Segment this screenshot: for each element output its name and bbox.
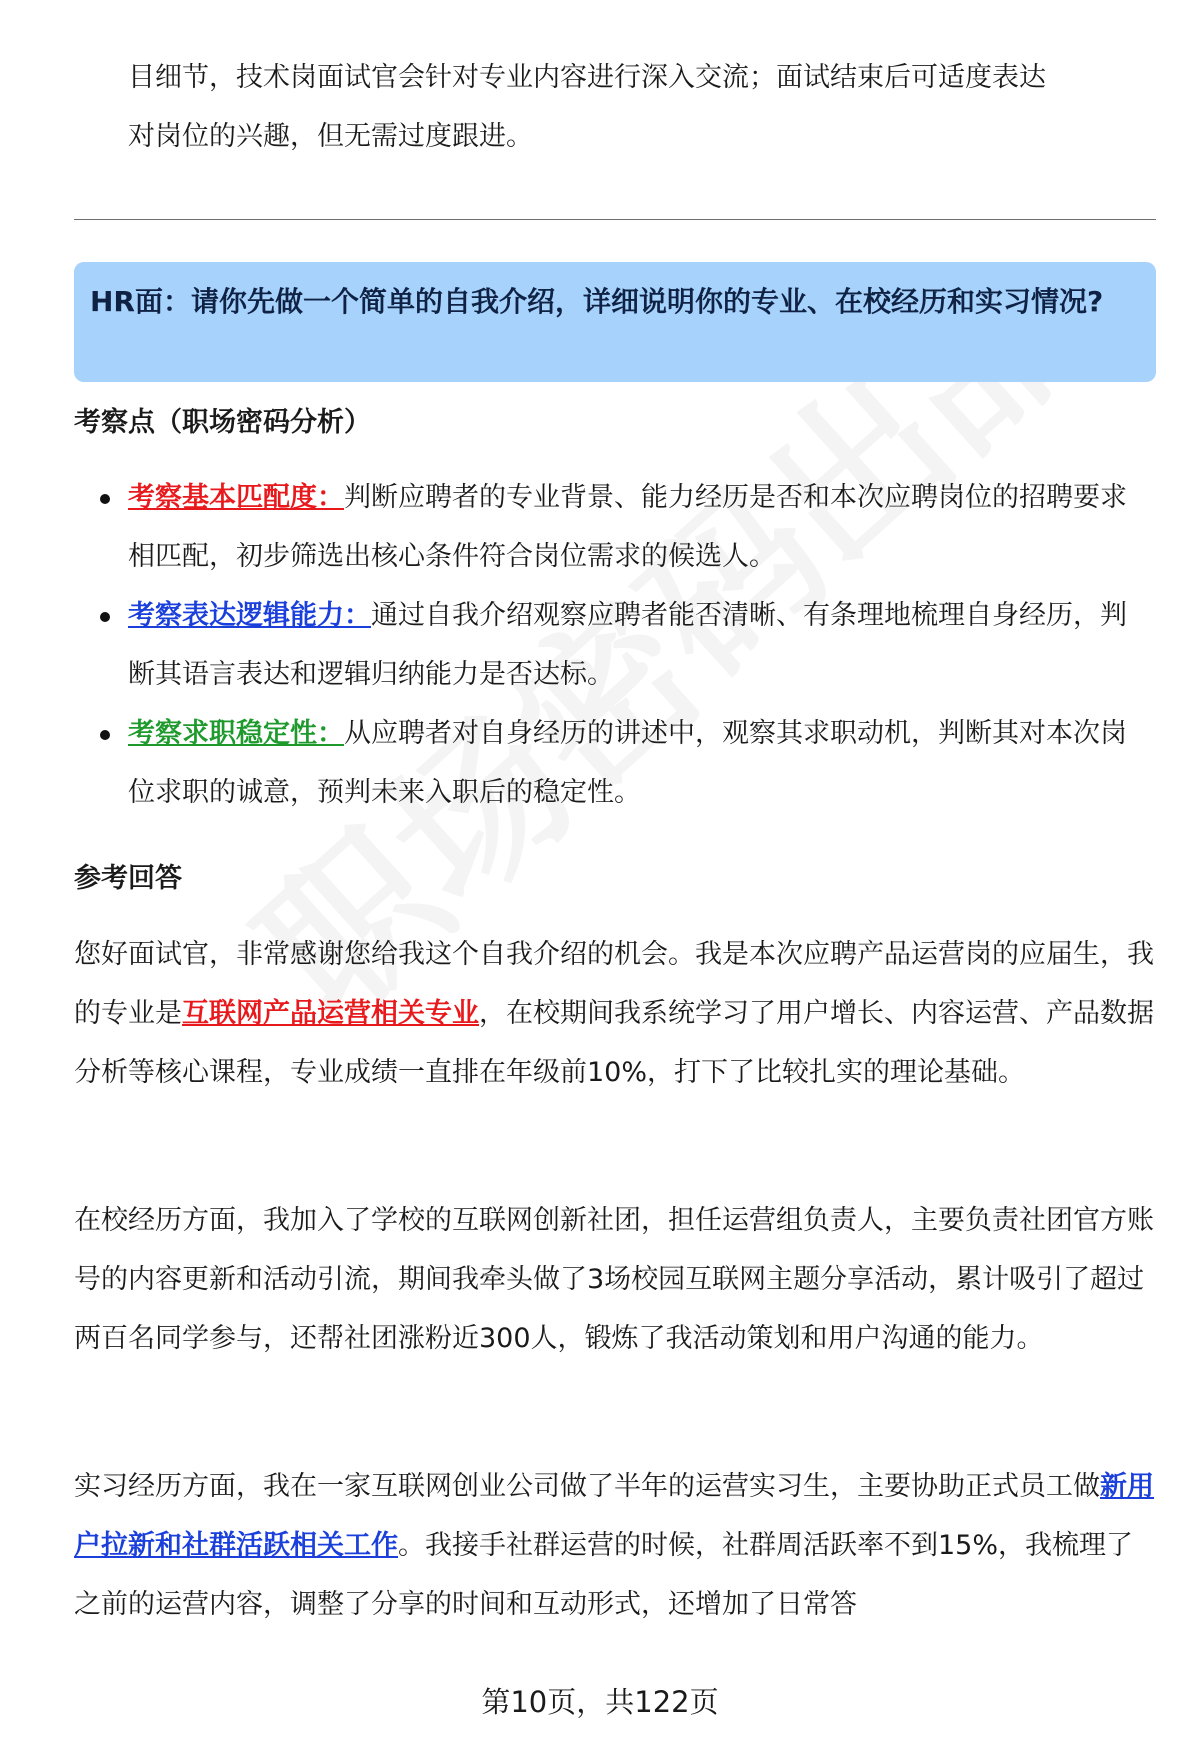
- intro-line-2: 对岗位的兴趣，但无需过度跟进。: [128, 121, 533, 152]
- answer-p3-start: 实习经历方面，我在一家互联网创业公司做了半年的运营实习生，主要协助正式员工做: [74, 1471, 1100, 1502]
- answer-p3-end: 。我接手社群运营的时候，社群周活跃率不到15%，我梳理了之前的运营内容，调整了分享的时间和互动形式，还增加了日常答: [74, 1530, 1134, 1620]
- answer-heading: 参考回答: [74, 863, 182, 894]
- section-divider: [74, 219, 1156, 220]
- point-label: 考察表达逻辑能力：: [128, 600, 371, 631]
- answer-paragraph-3: [74, 1457, 1154, 1634]
- answer-paragraph-2: 在校经历方面，我加入了学校的互联网创新社团，担任运营组负责人，主要负责社团官方账号的内容更新和活动引流，期间我牵头做了3场校园互联网主题分享活动，累计吸引了超过两百名同学参与，还帮社团涨粉近300人，锻炼了我活动策划和用户沟通的能力。: [74, 1205, 1154, 1354]
- point-label: 考察求职稳定性：: [128, 718, 344, 749]
- page-number: 第10页，共122页: [481, 1685, 719, 1719]
- point-text: 判断应聘者的专业背景、能力经历是否和本次应聘岗位的招聘要求相匹配，初步筛选出核心条件符合岗位需求的候选人。: [128, 482, 1127, 572]
- analysis-heading: 考察点（职场密码分析）: [74, 407, 371, 438]
- intro-line-1: 目细节，技术岗面试官会针对专业内容进行深入交流；面试结束后可适度表达: [128, 62, 1046, 93]
- intro-paragraph: [128, 48, 1153, 166]
- answer-p1-start: 您好面试官，非常感谢您给我这个自我介绍的机会。我是本次应聘产品运营岗的应届生，我的专业是: [74, 939, 1154, 1029]
- analysis-point-stability: [128, 704, 1153, 822]
- analysis-point-logic: [128, 586, 1153, 704]
- answer-p3-highlight: 新用户拉新和社群活跃相关工作: [74, 1471, 1154, 1561]
- point-text: 从应聘者对自身经历的讲述中，观察其求职动机，判断其对本次岗位求职的诚意，预判未来入职后的稳定性。: [128, 718, 1127, 808]
- point-label: 考察基本匹配度：: [128, 482, 344, 513]
- analysis-point-match: [128, 468, 1153, 586]
- answer-p1-end: ，在校期间我系统学习了用户增长、内容运营、产品数据分析等核心课程，专业成绩一直排在年级前10%，打下了比较扎实的理论基础。: [74, 998, 1154, 1088]
- bullet-icon: [100, 494, 110, 504]
- answer-paragraph-1: [74, 925, 1154, 1102]
- bullet-icon: [100, 730, 110, 740]
- bullet-icon: [100, 612, 110, 622]
- answer-p1-highlight: 互联网产品运营相关专业: [182, 998, 479, 1029]
- point-text: 通过自我介绍观察应聘者能否清晰、有条理地梳理自身经历，判断其语言表达和逻辑归纳能力是否达标。: [128, 600, 1127, 690]
- question-box: HR面：请你先做一个简单的自我介绍，详细说明你的专业、在校经历和实习情况?: [74, 262, 1156, 382]
